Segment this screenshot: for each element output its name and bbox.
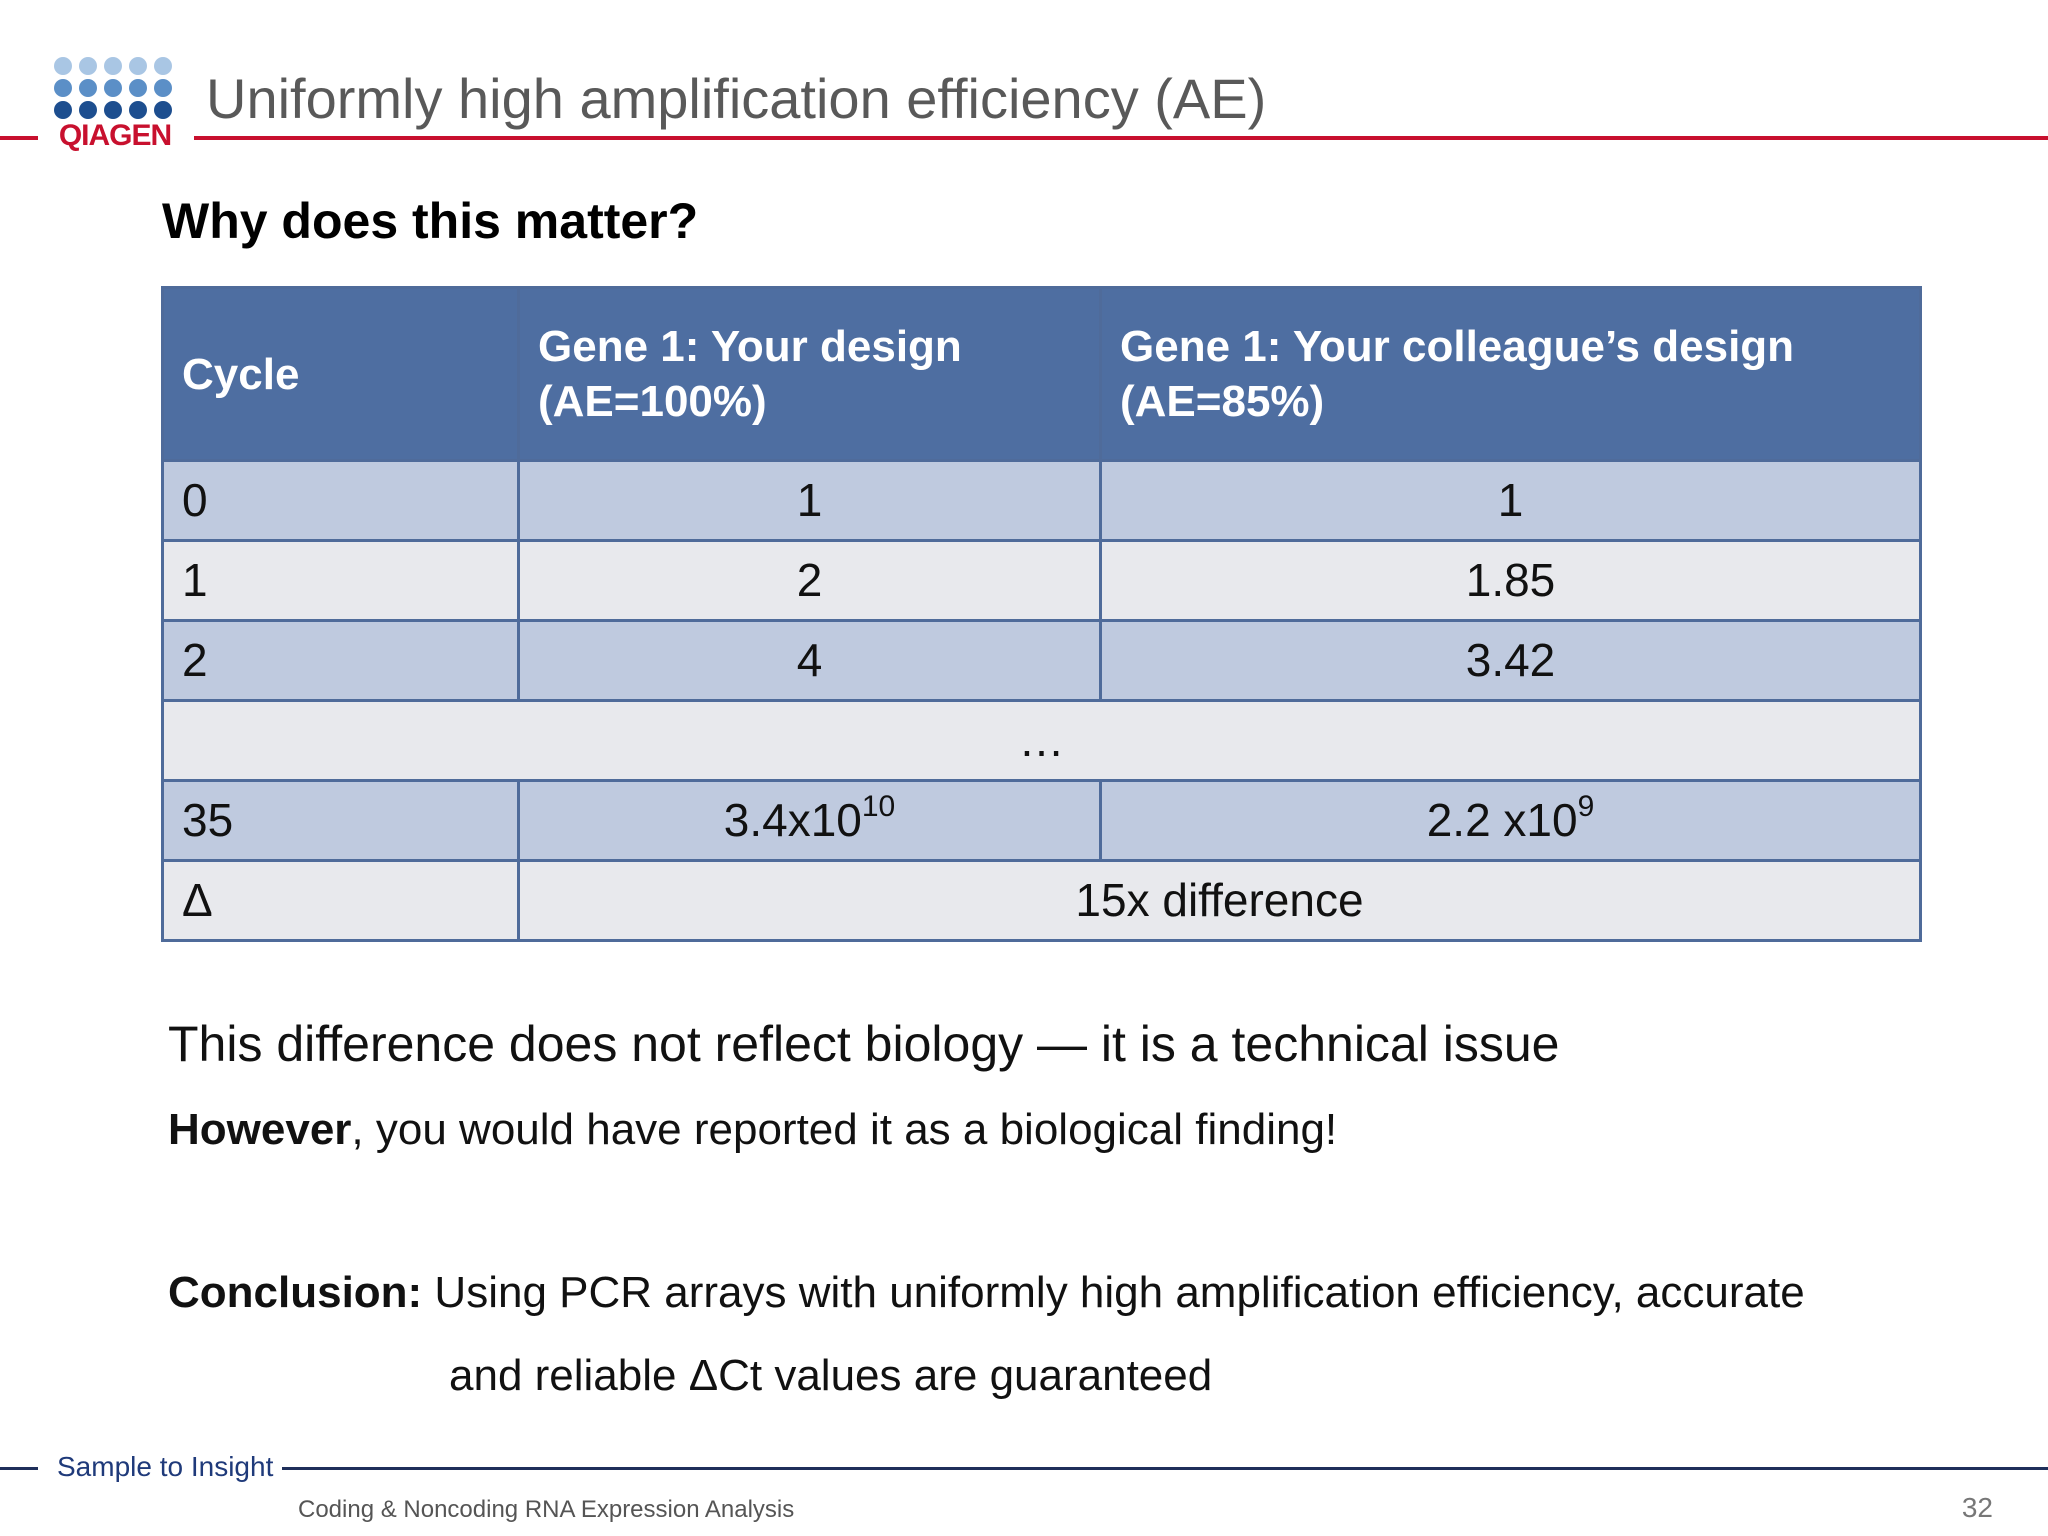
table-row <box>163 621 1921 701</box>
cell-your-design: 4 <box>519 621 1101 701</box>
however-text <box>168 1104 1337 1157</box>
however-bold: However <box>168 1105 352 1154</box>
header-cycle: Cycle <box>163 288 519 461</box>
colleague-design-exponent: 9 <box>1577 789 1595 823</box>
statement-text: This difference does not reflect biology — it is a technical issue <box>168 1016 1560 1072</box>
cell-cycle: 2 <box>163 621 519 701</box>
header-your-design: Gene 1: Your design (AE=100%) <box>519 288 1101 461</box>
however-rest: , you would have reported it as a biological finding! <box>351 1105 1338 1154</box>
conclusion-line-2: and reliable ΔCt values are guaranteed <box>449 1351 1213 1400</box>
header-colleague-design: Gene 1: Your colleague’s design (AE=85%) <box>1101 288 1921 461</box>
cell-cycle: 1 <box>163 541 519 621</box>
conclusion-line1-text: Using PCR arrays with uniformly high amplification efficiency, accurate <box>422 1268 1805 1317</box>
cell-cycle: 35 <box>163 781 519 861</box>
table-row-35 <box>163 781 1921 861</box>
conclusion-bold: Conclusion: <box>168 1268 423 1317</box>
page-title: Uniformly high amplification efficiency (AE) <box>206 67 1267 130</box>
cell-your-design: 1 <box>519 461 1101 541</box>
footer-divider <box>0 1467 2048 1470</box>
cell-cycle: 0 <box>163 461 519 541</box>
footer-tagline: Sample to Insight <box>57 1451 274 1482</box>
page-number: 32 <box>1961 1492 1993 1523</box>
cell-colleague-design: 1.85 <box>1101 541 1921 621</box>
table-header-row <box>163 288 1921 461</box>
logo-wordmark: QIAGEN <box>58 119 172 152</box>
qiagen-logo <box>52 55 178 155</box>
table-ellipsis-row <box>163 701 1921 781</box>
your-design-base: 3.4x10 <box>723 793 862 846</box>
title-divider <box>0 136 2048 140</box>
table-row <box>163 461 1921 541</box>
conclusion-line-1 <box>168 1267 1805 1320</box>
logo-dots-icon <box>52 55 178 123</box>
cell-your-design: 2 <box>519 541 1101 621</box>
footer-text: Coding & Noncoding RNA Expression Analysis <box>298 1496 795 1523</box>
cell-colleague-design: 3.42 <box>1101 621 1921 701</box>
table-delta-row <box>163 861 1921 941</box>
colleague-design-base: 2.2 x10 <box>1426 793 1578 846</box>
cell-delta-value: 15x difference <box>519 861 1921 941</box>
section-subtitle: Why does this matter? <box>162 193 699 249</box>
cell-colleague-design <box>1101 781 1921 861</box>
your-design-exponent: 10 <box>861 789 896 823</box>
cell-colleague-design: 1 <box>1101 461 1921 541</box>
cell-delta-label: Δ <box>163 861 519 941</box>
table-row <box>163 541 1921 621</box>
amplification-table <box>161 286 1922 942</box>
cell-ellipsis: … <box>163 701 1921 781</box>
cell-your-design <box>519 781 1101 861</box>
